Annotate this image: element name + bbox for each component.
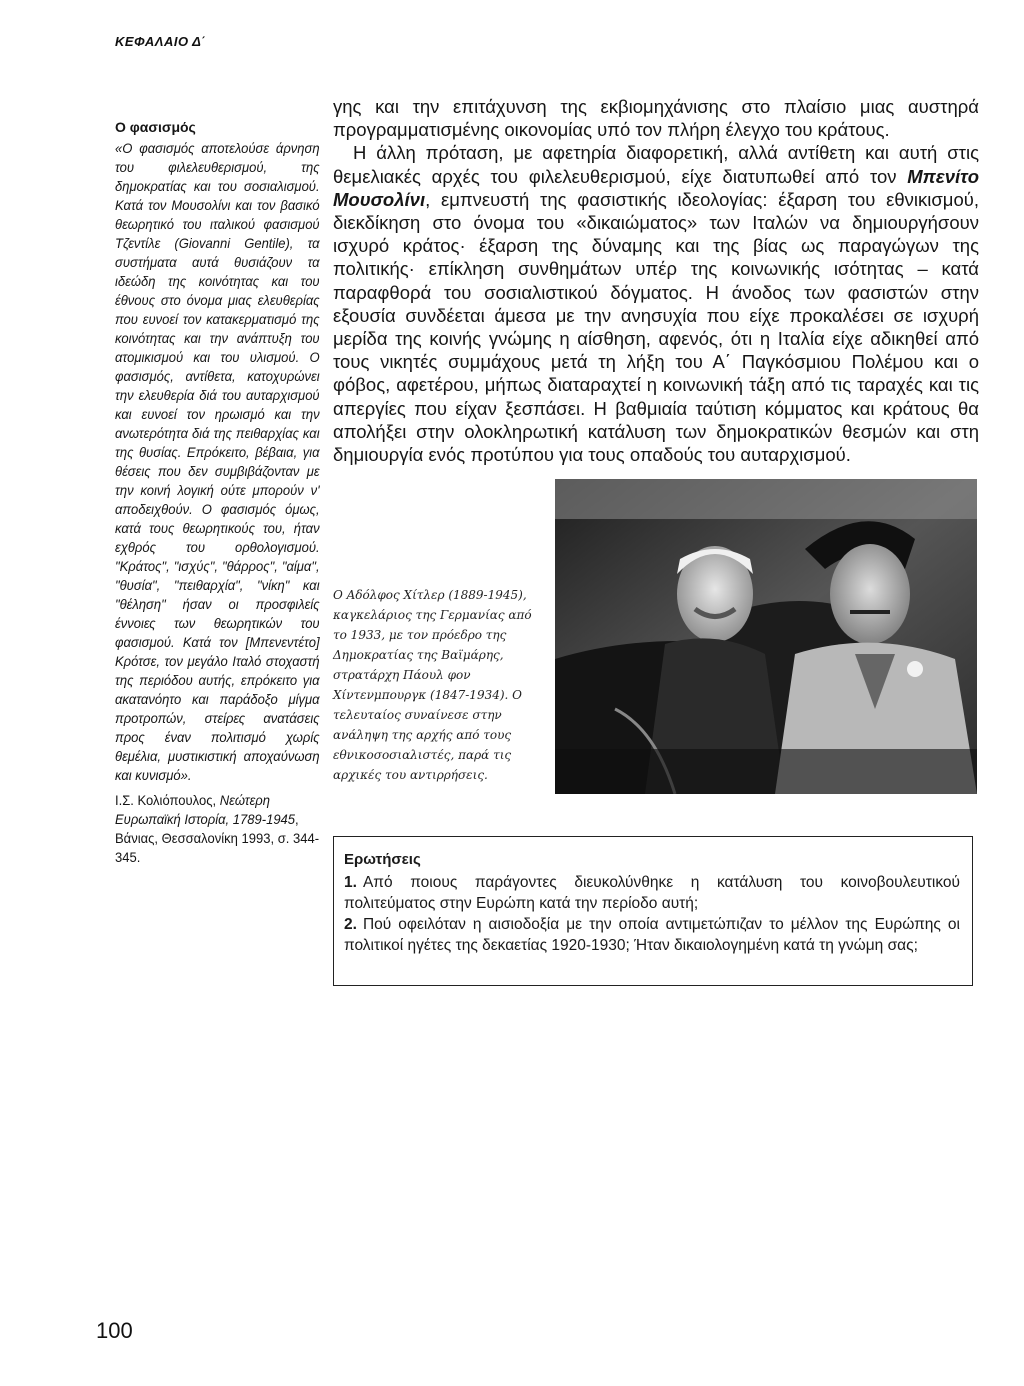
- question-1-text: Από ποιους παράγοντες διευκολύνθηκε η κατάλυση του κοινοβουλευτικού πολιτεύματος στην Ευρώπη κατά την περίοδο αυτή;: [344, 874, 960, 912]
- historical-photo: [555, 479, 977, 794]
- source-title: Νεώτερη Ευρωπαϊκή Ιστορία, 1789-1945: [115, 792, 296, 827]
- para2-before: Η άλλη πρόταση, με αφετηρία διαφορετική, αλλά αντίθετη και αυτή στις θεμελιακές αρχές του φιλελευθερισμού, είχε διατυπωθεί από τον: [333, 142, 979, 187]
- question-2: [344, 914, 960, 956]
- question-1: [344, 872, 960, 914]
- mussolini-name: Μπενίτο Μουσολίνι: [333, 165, 979, 210]
- page-number: 100: [96, 1318, 133, 1343]
- source-author: Ι.Σ. Κολιόπουλος,: [115, 792, 220, 808]
- sidebar-quote-box: [115, 118, 320, 867]
- question-2-number: 2.: [344, 916, 357, 933]
- photo-caption: Ο Αδόλφος Χίτλερ (1889-1945), καγκελάριος της Γερμανίας από το 1933, με τον πρόεδρο της Δημοκρατίας της Βαϊμάρης, στρατάρχη Πάουλ φον Χίντενμπουργκ (1847-1934). Ο τελευταίος συναίνεσε στην ανάληψη της αρχής από τους εθνικοσοσιαλιστές, παρά τις αρχικές του αντιρρήσεις.: [333, 588, 532, 782]
- sidebar-title: Ο φασισμός: [115, 119, 196, 135]
- main-paragraph-1: γης και την επιτάχυνση της εκβιομηχάνισης στο πλαίσιο μιας αυστηρά προγραμματισμένης οικονομίας υπό τον πλήρη έλεγχο του κράτους.: [333, 96, 979, 141]
- photo-illustration: [555, 479, 977, 794]
- questions-title: Ερωτήσεις: [344, 851, 421, 868]
- chapter-heading: ΚΕΦΑΛΑΙΟ Δ΄: [115, 34, 207, 49]
- main-body-text: [333, 95, 979, 466]
- para2-after: , εμπνευστή της φασιστικής ιδεολογίας: έξαρση του εθνικισμού, διεκδίκηση στο όνομα του «δικαιώματος» των Ιταλών να δημιουργήσουν ισχυρό κράτος· έξαρση της δύναμης και της βίας ως παραγώγων της πολιτικής· επίκληση συνθημάτων υπέρ της κοινωνικής ισότητας – κατά παραφθορά του σοσιαλιστικού δόγματος. Η άνοδος των φασιστών στην εξουσία συνδέεται άμεσα με την ανησυχία που είχε προκαλέσει σε ισχυρή μερίδα της κοινής γνώμης η αίσθηση, αφενός, ότι η Ιταλία είχε αδικηθεί από τους νικητές συμμάχους μετά τη λήξη του Α΄ Παγκόσμιου Πολέμου και ο φόβος, αφετέρου, μήπως διαταραχτεί η κοινωνική τάξη από τις ταραχές και τις απεργίες που είχαν ξεσπάσει. Η βαθμιαία ταύτιση κόμματος και κράτους θα απολήξει στην ολοκληρωτική κατάλυση των δημοκρατικών θεσμών και στη δημιουργία ενός προτύπου για τους οπαδούς του αυταρχισμού.: [333, 188, 979, 466]
- questions-box: [333, 836, 973, 986]
- source-publisher: , Βάνιας, Θεσσαλονίκη 1993, σ. 344-345.: [115, 811, 320, 865]
- question-2-text: Πού οφειλόταν η αισιοδοξία με την οποία αντιμετώπιζαν το μέλλον της Ευρώπης οι πολιτικοί ηγέτες της δεκαετίας 1920-1930; Ήταν δικαιολογημένη κατά τη γνώμη σας;: [344, 916, 960, 954]
- question-1-number: 1.: [344, 874, 357, 891]
- sidebar-quote: «Ο φασισμός αποτελούσε άρνηση του φιλελευθερισμού, της δημοκρατίας και του σοσιαλισμού. Κατά τον Μουσολίνι και τον βασικό θεωρητικό του ιταλικού φασισμού Τζεντίλε (Giovanni Gentile), τα συστήματα αυτά θυσιάζουν τα ιδεώδη της κοινότητας και του έθνους στο όνομα μιας ελευθερίας που ευνοεί τον κατακερματισμό της κοινότητας και την ανάπτυξη του ατομικισμού και του υλισμού. Ο φασισμός, αντίθετα, κατοχυρώνει την ελευθερία διά του αυταρχισμού και ευνοεί τον ηρωισμό και την ανωτερότητα διά της πειθαρχίας και της θυσίας. Επρόκειτο, βέβαια, για θέσεις που δεν συμβιβάζονταν με την κοινή λογική ούτε μπορούν ν' αποδειχθούν. Ο φασισμός όμως, κατά τους θεωρητικούς του, ήταν εχθρός του ορθολογισμού. "Κράτος", "ισχύς", "θάρρος", "αίμα", "θυσία", "πειθαρχία", "νίκη" και "θέληση" ήσαν οι προσφιλείς έννοιες των θεωρητικών του φασισμού. Κατά τον [Μπενεντέτο] Κρότσε, τον μεγάλο Ιταλό στοχαστή της περιόδου αυτής, επρόκειτο για ακατανόητο και παράδοξο μίγμα προτροπών, στείρες ανατάσεις προς έναν πολιτισμό χωρίς θεμέλια, μυστικιστική αποχαύνωση και κυνισμό».: [115, 140, 320, 783]
- sidebar-source: [115, 791, 320, 867]
- main-paragraph-2: [333, 141, 979, 466]
